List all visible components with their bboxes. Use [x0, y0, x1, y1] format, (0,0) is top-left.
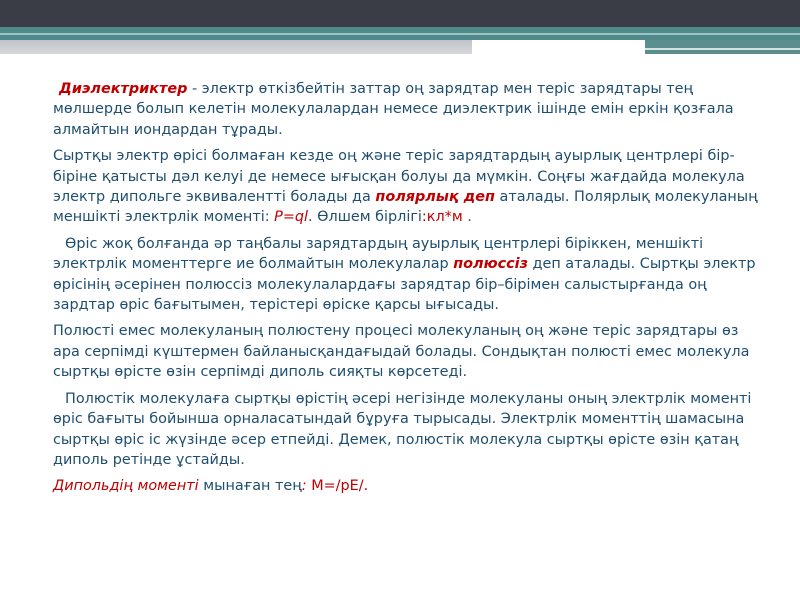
paragraph-text: . [462, 209, 472, 226]
paragraph-dielectrics [53, 79, 758, 140]
header-band-dark [0, 0, 800, 27]
colon: : [421, 209, 427, 226]
paragraph-polarization [53, 321, 758, 382]
term-dipole-moment: Дипольдің моменті [53, 478, 199, 495]
paragraph-text: Полюстік молекулаға сыртқы өрістің әсері негізінде молекуланы оның электрлік моменті өріс бағыты бойынша орналасатындай бұруға тырысады. Электрлік моменттің шамасына сыртқы өріс іс жүзінде әсер етпейді. Демек, полюстік молекула сыртқы өрісте өзін қатаң диполь ретінде ұстайды. [53, 390, 752, 468]
colon: : [301, 478, 312, 495]
paragraph-text: - электр өткізбейтін заттар оң зарядтар мен теріс зарядтары тең мөлшерде болып келетін молекулалардан немесе диэлектрик ішінде емін еркін қозғала алмайтын иондардан тұрады. [53, 81, 734, 138]
paragraph-polar [53, 146, 758, 228]
paragraph-nonpolar [53, 234, 758, 316]
paragraph-text: Сыртқы электр өрісі болмаған кезде оң және теріс зарядтардың ауырлық центрлері бір-біріне қатысты дәл келуі де немесе ығысқан болуы да мүмкін. Соңғы жағдайда молекула электр дипольге эквивалентті болады да [53, 148, 745, 206]
unit-label: кл*м [426, 209, 463, 226]
term-polar: полярлық деп [375, 189, 495, 206]
paragraph-polar-molecule [53, 389, 758, 471]
term-nonpolar: полюссіз [453, 256, 528, 273]
slide-body [53, 79, 758, 499]
paragraph-text: Өріс жоқ болғанда әр таңбалы зарядтардың ауырлық центрлері біріккен, меншікті электрлік моменттерге ие болмайтын молекулалар [53, 235, 704, 273]
paragraph-text: деп аталады. Сыртқы электр өрісінің әсерінен полюссіз молекулалардағы зарядтар бір–бірімен салыстырғанда оң зардтар өріс бағытымен, терістері өріске қарсы ығысады. [53, 256, 756, 314]
header-band-gray [0, 40, 472, 54]
header-band-right [645, 40, 800, 54]
paragraph-text: . Өлшем бірлігі [308, 209, 422, 226]
formula-dipole: M=/pE/. [311, 478, 369, 495]
paragraph-dipole-moment [53, 476, 758, 496]
header-band-right-line [645, 48, 800, 50]
paragraph-text: мынаған тең [198, 478, 302, 495]
term-dielectrics: Диэлектриктер [59, 81, 188, 97]
formula-moment: P=ql [274, 209, 309, 226]
colon: : [264, 209, 275, 226]
paragraph-text: аталады. Полярлық молекуланың меншікті электрлік моменті [53, 189, 758, 226]
header-divider-line [0, 33, 800, 35]
paragraph-text: Полюсті емес молекуланың полюстену процесі молекуланың оң және теріс зарядтары өз ара серпімді күштермен байланысқандағыдай болады. Сондықтан полюсті емес молекула сыртқы өрісте өзін серпімді диполь сияқты көрсетеді. [53, 323, 750, 381]
